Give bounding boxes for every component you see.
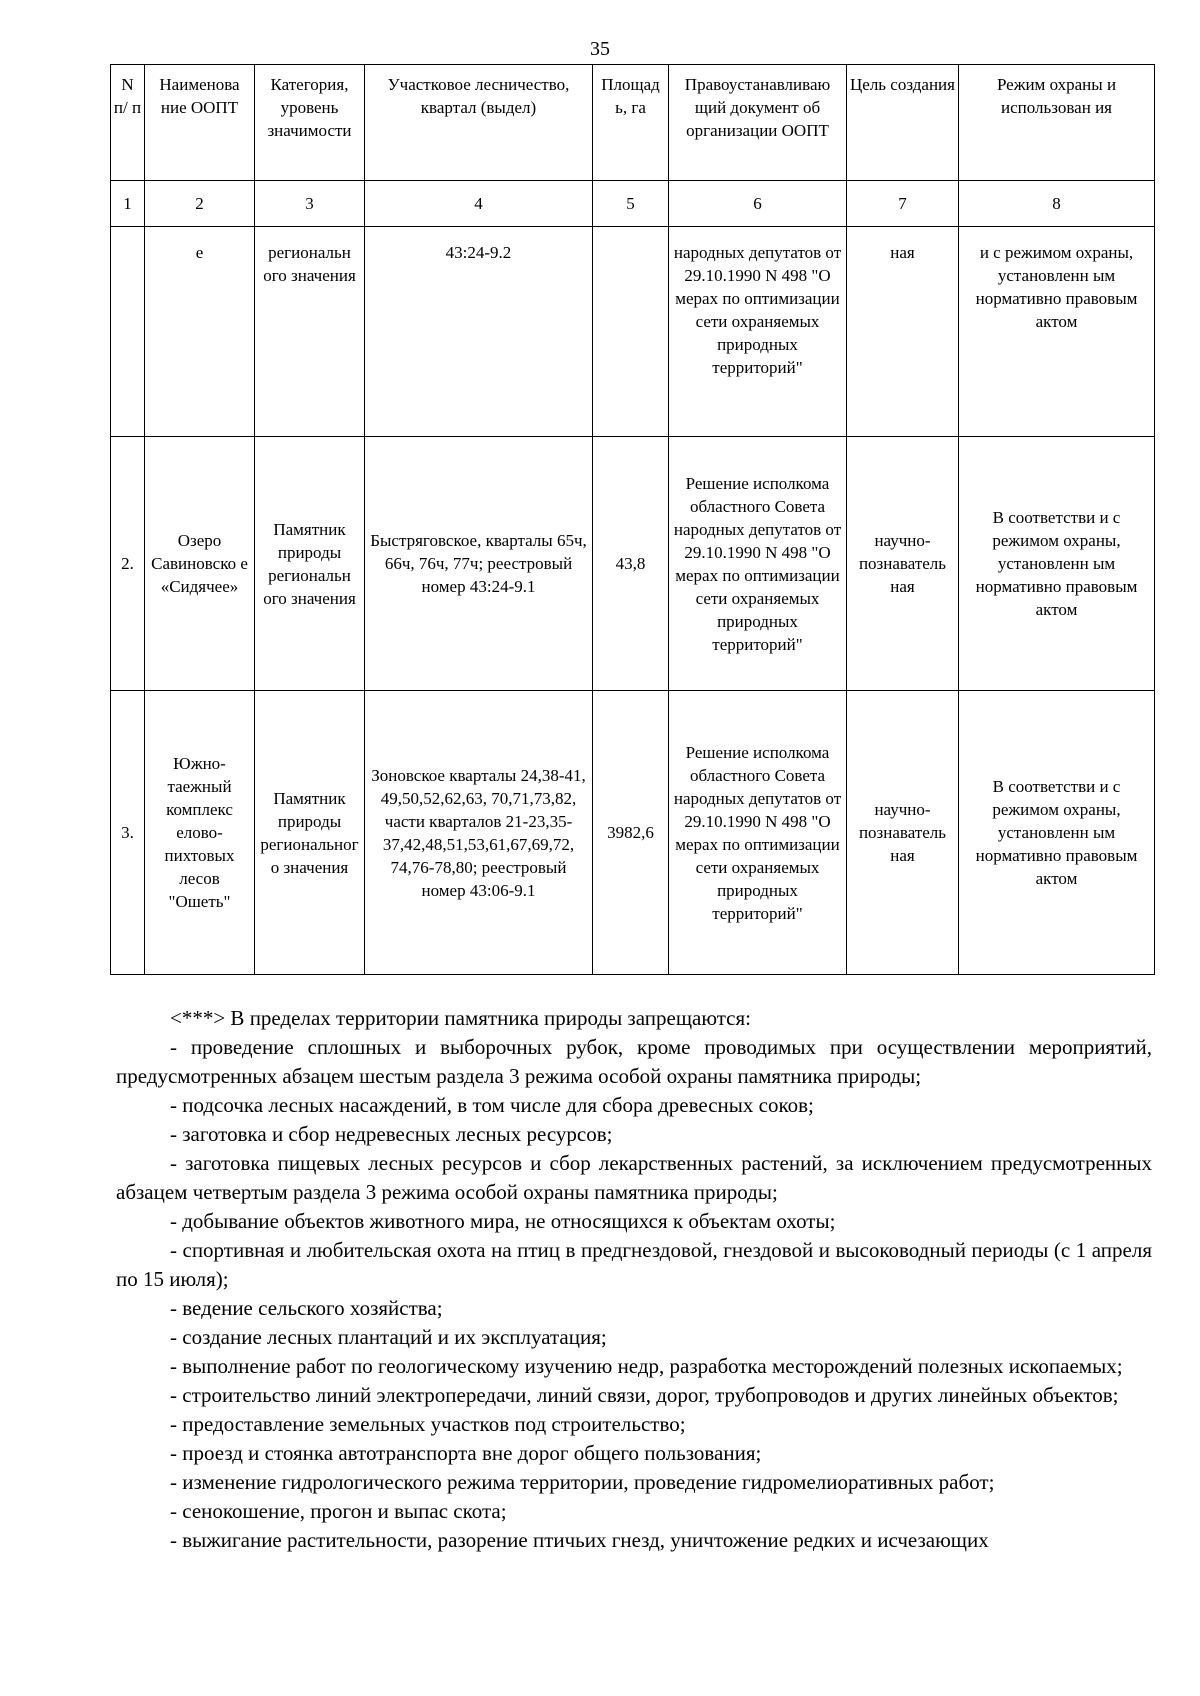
oopt-document: Решение исполкома областного Совета народных депутатов от 29.10.1990 N 498 "О мерах по оптимизации сети охраняемых природных территорий" bbox=[669, 437, 847, 691]
oopt-purpose: ная bbox=[847, 227, 959, 437]
column-number-row bbox=[111, 181, 1155, 227]
table-header-row bbox=[111, 65, 1155, 181]
prohibition-item: - создание лесных плантаций и их эксплуатация; bbox=[170, 1325, 607, 1349]
oopt-purpose: научно-познаватель ная bbox=[847, 437, 959, 691]
column-number: 4 bbox=[365, 181, 593, 227]
prohibition-item: - ведение сельского хозяйства; bbox=[170, 1296, 443, 1320]
oopt-regime: В соответстви и с режимом охраны, установленн ым нормативно правовым актом bbox=[959, 691, 1155, 975]
oopt-area: 3982,6 bbox=[593, 691, 669, 975]
oopt-regime: и с режимом охраны, установленн ым нормативно правовым актом bbox=[959, 227, 1155, 437]
header-cell: Правоустанавливаю щий документ об организации ООПТ bbox=[669, 65, 847, 181]
prohibition-item: - выполнение работ по геологическому изучению недр, разработка месторождений полезных ископаемых; bbox=[170, 1354, 1123, 1378]
prohibition-item: - подсочка лесных насаждений, в том числе для сбора древесных соков; bbox=[170, 1093, 814, 1117]
oopt-name: е bbox=[145, 227, 255, 437]
oopt-category: Памятник природы региональн ого значения bbox=[255, 437, 365, 691]
oopt-regime: В соответстви и с режимом охраны, установленн ым нормативно правовым актом bbox=[959, 437, 1155, 691]
oopt-area bbox=[593, 227, 669, 437]
column-number: 7 bbox=[847, 181, 959, 227]
prohibition-item: - изменение гидрологического режима территории, проведение гидромелиоративных работ; bbox=[170, 1470, 995, 1494]
prohibition-item: - сенокошение, прогон и выпас скота; bbox=[170, 1499, 507, 1523]
column-number: 6 bbox=[669, 181, 847, 227]
prohibition-item: - проезд и стоянка автотранспорта вне дорог общего пользования; bbox=[170, 1441, 762, 1465]
oopt-area: 43,8 bbox=[593, 437, 669, 691]
column-number: 1 bbox=[111, 181, 145, 227]
column-number: 2 bbox=[145, 181, 255, 227]
row-number: 2. bbox=[111, 437, 145, 691]
footnote bbox=[116, 1004, 1152, 1555]
column-number: 8 bbox=[959, 181, 1155, 227]
prohibition-item: - предоставление земельных участков под строительство; bbox=[170, 1412, 686, 1436]
header-cell: N п/ п bbox=[111, 65, 145, 181]
header-cell: Цель создания bbox=[847, 65, 959, 181]
header-cell: Участковое лесничество, квартал (выдел) bbox=[365, 65, 593, 181]
oopt-table bbox=[110, 64, 1155, 975]
oopt-location: Зоновское кварталы 24,38-41, 49,50,52,62,63, 70,71,73,82, части кварталов 21-23,35-37,42,48,51,53,61,67,69,72, 74,76-78,80; реестровый номер 43:06-9.1 bbox=[365, 691, 593, 975]
prohibition-item: - строительство линий электропередачи, линий связи, дорог, трубопроводов и других линейных объектов; bbox=[170, 1383, 1119, 1407]
row-number bbox=[111, 227, 145, 437]
oopt-category: региональн ого значения bbox=[255, 227, 365, 437]
oopt-name: Озеро Савиновско е «Сидячее» bbox=[145, 437, 255, 691]
header-cell: Площад ь, га bbox=[593, 65, 669, 181]
row-number: 3. bbox=[111, 691, 145, 975]
footnote-intro: <***> В пределах территории памятника природы запрещаются: bbox=[170, 1006, 751, 1030]
column-number: 5 bbox=[593, 181, 669, 227]
header-cell: Режим охраны и использован ия bbox=[959, 65, 1155, 181]
prohibition-item: - заготовка и сбор недревесных лесных ресурсов; bbox=[170, 1122, 613, 1146]
prohibition-item: - добывание объектов животного мира, не относящихся к объектам охоты; bbox=[170, 1209, 836, 1233]
prohibition-item: - спортивная и любительская охота на птиц в предгнездовой, гнездовой и высоководный периоды (с 1 апреля по 15 июля); bbox=[116, 1238, 1152, 1291]
oopt-location: 43:24-9.2 bbox=[365, 227, 593, 437]
prohibition-item: - заготовка пищевых лесных ресурсов и сбор лекарственных растений, за исключением предусмотренных абзацем четвертым раздела 3 режима особой охраны памятника природы; bbox=[116, 1151, 1152, 1204]
header-cell: Категория, уровень значимости bbox=[255, 65, 365, 181]
oopt-location: Быстряговское, кварталы 65ч, 66ч, 76ч, 77ч; реестровый номер 43:24-9.1 bbox=[365, 437, 593, 691]
oopt-purpose: научно-познаватель ная bbox=[847, 691, 959, 975]
oopt-document: Решение исполкома областного Совета народных депутатов от 29.10.1990 N 498 "О мерах по оптимизации сети охраняемых природных территорий" bbox=[669, 691, 847, 975]
prohibition-item: - выжигание растительности, разорение птичьих гнезд, уничтожение редких и исчезающих bbox=[170, 1528, 989, 1552]
header-cell: Наименова ние ООПТ bbox=[145, 65, 255, 181]
prohibition-item: - проведение сплошных и выборочных рубок, кроме проводимых при осуществлении мероприятий, предусмотренных абзацем шестым раздела 3 режима особой охраны памятника природы; bbox=[116, 1035, 1152, 1088]
oopt-category: Памятник природы регионального значения bbox=[255, 691, 365, 975]
page-number: 35 bbox=[590, 38, 610, 60]
column-number: 3 bbox=[255, 181, 365, 227]
table-row bbox=[111, 437, 1155, 691]
oopt-document: народных депутатов от 29.10.1990 N 498 "О мерах по оптимизации сети охраняемых природных территорий" bbox=[669, 227, 847, 437]
table-row bbox=[111, 691, 1155, 975]
table-row bbox=[111, 227, 1155, 437]
oopt-name: Южно-таежный комплекс елово-пихтовых лесов "Ошеть" bbox=[145, 691, 255, 975]
